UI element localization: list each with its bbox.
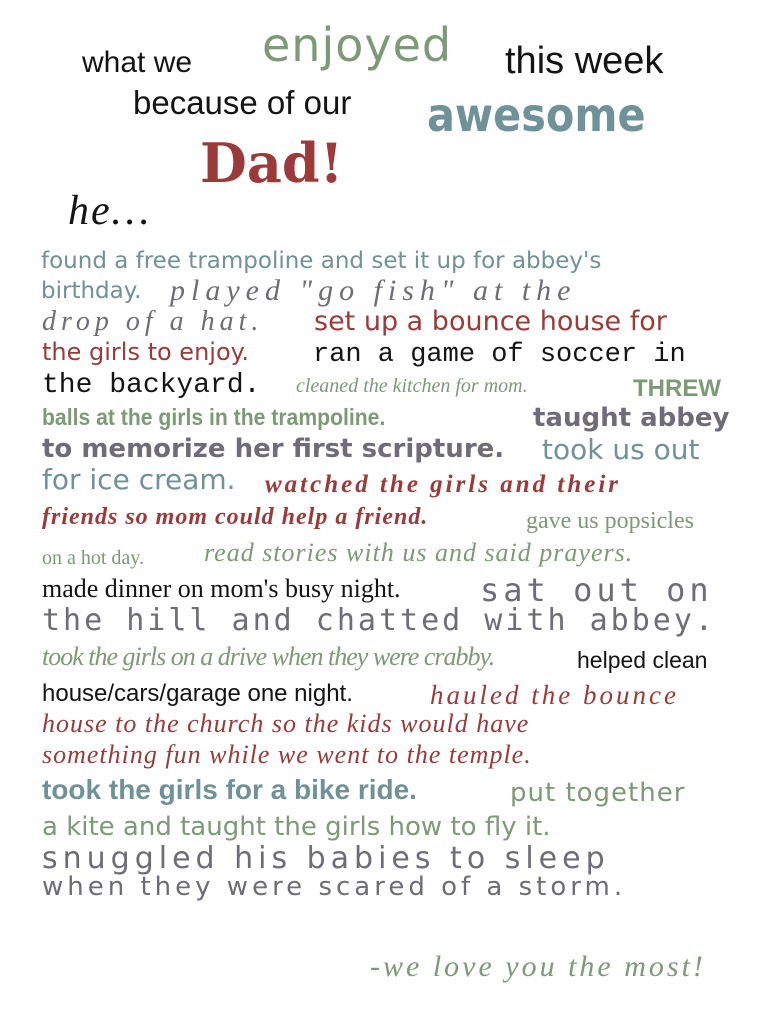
item-hauled-cont: house to the church so the kids would have — [42, 709, 530, 738]
heading-because-of-our: because of our — [133, 84, 352, 121]
item-sat-out: sat out on — [480, 571, 713, 609]
item-soccer-cont: the backyard. — [42, 370, 261, 401]
signature: -we love you the most! — [370, 950, 706, 983]
item-sat-out-cont: the hill and chatted with abbey. — [42, 603, 716, 638]
item-snuggled: snuggled his babies to sleep — [42, 841, 610, 876]
item-watched-girls: watched the girls and their — [265, 471, 622, 498]
item-watched-girls-cont: friends so mom could help a friend. — [42, 504, 429, 530]
item-dinner: made dinner on mom's busy night. — [42, 574, 401, 603]
item-trampoline: found a free trampoline and set it up for abbey's — [41, 248, 602, 274]
item-go-fish: played "go fish" at the — [170, 274, 577, 307]
item-kite-cont: a kite and taught the girls how to fly it. — [42, 812, 551, 842]
item-popsicles: gave us popsicles — [526, 508, 694, 534]
heading-what-we: what we — [82, 46, 193, 79]
item-soccer: ran a game of soccer in — [313, 340, 686, 370]
item-popsicles-cont: on a hot day. — [42, 547, 145, 569]
item-ice-cream-cont: for ice cream. — [42, 463, 236, 496]
item-scripture: to memorize her first scripture. — [42, 434, 505, 464]
item-hauled-cont2: something fun while we went to the temple. — [42, 740, 532, 769]
item-helped-clean-cont: house/cars/garage one night. — [42, 680, 353, 707]
heading-he: he… — [68, 188, 151, 234]
item-taught-abbey: taught abbey — [533, 403, 730, 433]
item-kitchen: cleaned the kitchen for mom. — [296, 375, 528, 397]
item-bounce-house-cont: the girls to enjoy. — [42, 338, 250, 366]
item-drive: took the girls on a drive when they were crabby. — [42, 642, 495, 671]
item-bounce-house: set up a bounce house for — [314, 306, 667, 337]
heading-enjoyed: enjoyed — [262, 18, 453, 72]
item-balls-trampoline: balls at the girls in the trampoline. — [42, 404, 386, 430]
item-ice-cream: took us out — [542, 433, 700, 466]
item-helped-clean: helped clean — [577, 647, 708, 673]
item-hauled: hauled the bounce — [430, 680, 679, 710]
item-go-fish-cont: drop of a hat. — [42, 306, 264, 337]
item-read-stories: read stories with us and said prayers. — [204, 538, 634, 567]
item-threw: THREW — [633, 375, 721, 402]
item-kite: put together — [510, 778, 686, 808]
item-bike-ride: took the girls for a bike ride. — [42, 774, 417, 805]
heading-this-week: this week — [505, 40, 664, 82]
item-snuggled-cont: when they were scared of a storm. — [42, 872, 627, 902]
item-trampoline-cont: birthday. — [41, 278, 142, 304]
heading-dad: Dad! — [200, 131, 344, 195]
heading-awesome: awesome — [427, 88, 646, 142]
